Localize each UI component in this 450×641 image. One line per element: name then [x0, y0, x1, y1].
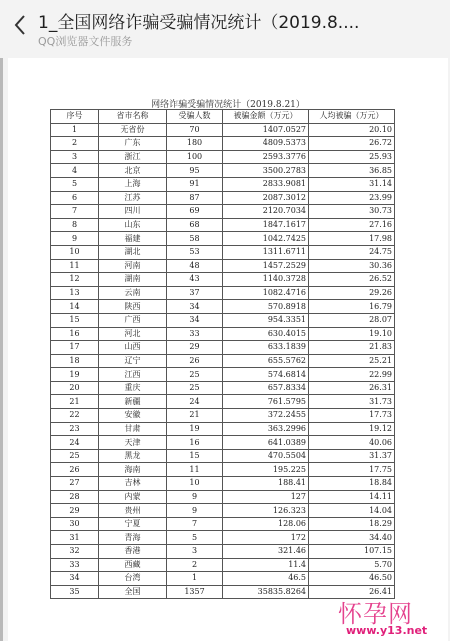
table-row: [51, 572, 395, 586]
table-row: [51, 531, 395, 545]
table-cell: 633.1839: [223, 341, 309, 355]
table-cell: 16: [167, 436, 223, 450]
table-row: [51, 205, 395, 219]
table-cell: 福建: [99, 232, 167, 246]
table-row: [51, 422, 395, 436]
table-row: [51, 137, 395, 151]
table-row: [51, 191, 395, 205]
column-header: 序号: [51, 110, 99, 124]
table-cell: 12: [51, 273, 99, 287]
table-cell: 95: [167, 164, 223, 178]
table-row: [51, 327, 395, 341]
table-cell: 69: [167, 205, 223, 219]
page-subtitle: QQ浏览器文件服务: [38, 35, 133, 48]
table-cell: 26.41: [309, 585, 395, 599]
table-cell: 21.83: [309, 341, 395, 355]
table-cell: 陕西: [99, 300, 167, 314]
table-cell: 22: [51, 409, 99, 423]
table-cell: 27.16: [309, 218, 395, 232]
table-row: [51, 463, 395, 477]
table-row: [51, 409, 395, 423]
table-cell: 7: [167, 517, 223, 531]
table-cell: 372.2455: [223, 409, 309, 423]
table-cell: 3: [51, 150, 99, 164]
table-cell: 570.8918: [223, 300, 309, 314]
table-cell: 2: [51, 137, 99, 151]
table-cell: 321.46: [223, 545, 309, 559]
document-viewer[interactable]: [8, 58, 448, 641]
table-cell: 香港: [99, 545, 167, 559]
table-row: [51, 123, 395, 137]
table-cell: 29: [51, 504, 99, 518]
table-row: [51, 354, 395, 368]
table-cell: 25: [167, 368, 223, 382]
table-cell: 河南: [99, 259, 167, 273]
table-cell: 128.06: [223, 517, 309, 531]
table-cell: 河北: [99, 327, 167, 341]
table-cell: 630.4015: [223, 327, 309, 341]
table-cell: 24.75: [309, 245, 395, 259]
table-cell: 46.5: [223, 572, 309, 586]
table-cell: 9: [51, 232, 99, 246]
table-cell: 58: [167, 232, 223, 246]
table-cell: 1140.3728: [223, 273, 309, 287]
table-cell: 23.99: [309, 191, 395, 205]
table-cell: 24: [167, 395, 223, 409]
table-row: [51, 313, 395, 327]
table-cell: 363.2996: [223, 422, 309, 436]
table-cell: 17.98: [309, 232, 395, 246]
table-cell: 全国: [99, 585, 167, 599]
table-cell: 31: [51, 531, 99, 545]
table-cell: 山西: [99, 341, 167, 355]
table-cell: 16: [51, 327, 99, 341]
table-cell: 1357: [167, 585, 223, 599]
page-title: 1_全国网络诈骗受骗情况统计（2019.8....: [38, 13, 360, 33]
table-cell: 31.37: [309, 449, 395, 463]
watermark-logo: 怀孕网: [338, 600, 413, 628]
table-row: [51, 545, 395, 559]
table-cell: 10: [51, 245, 99, 259]
table-cell: 28.07: [309, 313, 395, 327]
table-cell: 26: [51, 463, 99, 477]
table-cell: 1042.7425: [223, 232, 309, 246]
table-cell: 30.36: [309, 259, 395, 273]
table-cell: 广东: [99, 137, 167, 151]
table-cell: 1457.2529: [223, 259, 309, 273]
table-cell: 25: [51, 449, 99, 463]
table-cell: 761.5795: [223, 395, 309, 409]
column-header: 人均被骗（万元）: [309, 110, 395, 124]
table-cell: 25: [167, 381, 223, 395]
table-cell: 180: [167, 137, 223, 151]
table-cell: 70: [167, 123, 223, 137]
table-cell: 3: [167, 545, 223, 559]
table-cell: 33: [51, 558, 99, 572]
table-cell: 11: [167, 463, 223, 477]
table-cell: 23: [51, 422, 99, 436]
table-cell: 14: [51, 300, 99, 314]
table-cell: 107.15: [309, 545, 395, 559]
table-cell: 3500.2783: [223, 164, 309, 178]
table-cell: 35: [51, 585, 99, 599]
table-cell: 30: [51, 517, 99, 531]
table-row: [51, 504, 395, 518]
table-row: [51, 259, 395, 273]
table-cell: 127: [223, 490, 309, 504]
table-cell: 北京: [99, 164, 167, 178]
table-cell: 20.10: [309, 123, 395, 137]
table-cell: 470.5504: [223, 449, 309, 463]
table-cell: 2833.9081: [223, 177, 309, 191]
table-cell: 91: [167, 177, 223, 191]
table-cell: 台湾: [99, 572, 167, 586]
table-cell: 172: [223, 531, 309, 545]
table-cell: 657.8334: [223, 381, 309, 395]
table-cell: 641.0389: [223, 436, 309, 450]
table-cell: 18.84: [309, 477, 395, 491]
table-cell: 19.12: [309, 422, 395, 436]
table-cell: 574.6814: [223, 368, 309, 382]
table-row: [51, 341, 395, 355]
table-cell: 34: [167, 313, 223, 327]
table-cell: 海南: [99, 463, 167, 477]
table-cell: 浙江: [99, 150, 167, 164]
table-row: [51, 490, 395, 504]
table-cell: 2593.3776: [223, 150, 309, 164]
chevron-left-icon: [14, 14, 26, 36]
table-cell: 22.99: [309, 368, 395, 382]
table-cell: 5.70: [309, 558, 395, 572]
table-cell: 1: [51, 123, 99, 137]
table-cell: 2087.3012: [223, 191, 309, 205]
table-row: [51, 395, 395, 409]
table-cell: 西藏: [99, 558, 167, 572]
table-cell: 19: [167, 422, 223, 436]
table-cell: 43: [167, 273, 223, 287]
table-cell: 34: [51, 572, 99, 586]
table-cell: 17: [51, 341, 99, 355]
table-cell: 1: [167, 572, 223, 586]
table-cell: 100: [167, 150, 223, 164]
table-cell: 安徽: [99, 409, 167, 423]
table-cell: 13: [51, 286, 99, 300]
table-cell: 甘肃: [99, 422, 167, 436]
table-cell: 贵州: [99, 504, 167, 518]
table-cell: 4: [51, 164, 99, 178]
table-cell: 5: [51, 177, 99, 191]
table-cell: 重庆: [99, 381, 167, 395]
table-cell: 27: [51, 477, 99, 491]
column-header: 省市名称: [99, 110, 167, 124]
table-cell: 1407.0527: [223, 123, 309, 137]
table-cell: 2: [167, 558, 223, 572]
table-cell: 广西: [99, 313, 167, 327]
table-cell: 53: [167, 245, 223, 259]
table-cell: 黑龙: [99, 449, 167, 463]
table-cell: 山东: [99, 218, 167, 232]
table-cell: 19.10: [309, 327, 395, 341]
table-cell: 天津: [99, 436, 167, 450]
back-button[interactable]: [10, 13, 30, 37]
table-cell: 87: [167, 191, 223, 205]
table-row: [51, 273, 395, 287]
table-cell: 湖北: [99, 245, 167, 259]
table-cell: 68: [167, 218, 223, 232]
table-cell: 10: [167, 477, 223, 491]
table-cell: 云南: [99, 286, 167, 300]
table-cell: 青海: [99, 531, 167, 545]
table-row: [51, 150, 395, 164]
table-cell: 29.26: [309, 286, 395, 300]
table-cell: 14.11: [309, 490, 395, 504]
table-cell: 18.29: [309, 517, 395, 531]
table-cell: 8: [51, 218, 99, 232]
table-row: [51, 164, 395, 178]
table-cell: 2120.7034: [223, 205, 309, 219]
table-row: [51, 517, 395, 531]
table-cell: 9: [167, 490, 223, 504]
table-cell: 四川: [99, 205, 167, 219]
table-cell: 29: [167, 341, 223, 355]
table-cell: 内蒙: [99, 490, 167, 504]
table-cell: 14.04: [309, 504, 395, 518]
table-row: [51, 449, 395, 463]
table-cell: 188.41: [223, 477, 309, 491]
table-cell: 26: [167, 354, 223, 368]
table-row: [51, 300, 395, 314]
table-cell: 655.5762: [223, 354, 309, 368]
table-cell: 30.73: [309, 205, 395, 219]
table-row: [51, 218, 395, 232]
table-cell: 辽宁: [99, 354, 167, 368]
table-cell: 9: [167, 504, 223, 518]
document-title: 网络诈骗受骗情况统计（2019.8.21）: [151, 100, 305, 110]
table-cell: 26.72: [309, 137, 395, 151]
table-cell: 24: [51, 436, 99, 450]
watermark-url: www.y13.net: [346, 624, 428, 637]
table-cell: 20: [51, 381, 99, 395]
table-cell: 新疆: [99, 395, 167, 409]
table-cell: 31.73: [309, 395, 395, 409]
scroll-edge-indicator: [0, 58, 3, 641]
table-cell: 21: [167, 409, 223, 423]
table-cell: 6: [51, 191, 99, 205]
table-cell: 21: [51, 395, 99, 409]
table-cell: 19: [51, 368, 99, 382]
table-cell: 26.31: [309, 381, 395, 395]
table-cell: 195.225: [223, 463, 309, 477]
table-cell: 湖南: [99, 273, 167, 287]
table-cell: 33: [167, 327, 223, 341]
table-cell: 48: [167, 259, 223, 273]
table-row: [51, 477, 395, 491]
table-cell: 126.323: [223, 504, 309, 518]
table-cell: 江西: [99, 368, 167, 382]
table-cell: 25.21: [309, 354, 395, 368]
table-cell: 无省份: [99, 123, 167, 137]
table-cell: 18: [51, 354, 99, 368]
table-cell: 4809.5373: [223, 137, 309, 151]
table-cell: 吉林: [99, 477, 167, 491]
table-cell: 11: [51, 259, 99, 273]
table-cell: 11.4: [223, 558, 309, 572]
fraud-stats-table: [50, 109, 395, 599]
table-cell: 17.75: [309, 463, 395, 477]
table-cell: 31.14: [309, 177, 395, 191]
table-cell: 37: [167, 286, 223, 300]
table-header-row: [51, 110, 395, 124]
table-row: [51, 558, 395, 572]
table-cell: 江苏: [99, 191, 167, 205]
table-cell: 40.06: [309, 436, 395, 450]
table-cell: 15: [51, 313, 99, 327]
table-row: [51, 245, 395, 259]
table-cell: 宁夏: [99, 517, 167, 531]
table-cell: 15: [167, 449, 223, 463]
app-header: [0, 0, 450, 58]
table-row: [51, 286, 395, 300]
table-cell: 35835.8264: [223, 585, 309, 599]
table-row: [51, 436, 395, 450]
table-cell: 32: [51, 545, 99, 559]
table-row: [51, 381, 395, 395]
column-header: 被骗金额（万元）: [223, 110, 309, 124]
table-row: [51, 232, 395, 246]
table-cell: 954.3351: [223, 313, 309, 327]
table-cell: 25.93: [309, 150, 395, 164]
table-row: [51, 177, 395, 191]
table-cell: 28: [51, 490, 99, 504]
table-cell: 26.52: [309, 273, 395, 287]
table-cell: 16.79: [309, 300, 395, 314]
table-row: [51, 368, 395, 382]
table-cell: 1311.6711: [223, 245, 309, 259]
table-cell: 1847.1617: [223, 218, 309, 232]
table-cell: 17.73: [309, 409, 395, 423]
table-cell: 46.50: [309, 572, 395, 586]
table-cell: 34: [167, 300, 223, 314]
table-cell: 1082.4716: [223, 286, 309, 300]
table-cell: 7: [51, 205, 99, 219]
column-header: 受骗人数: [167, 110, 223, 124]
table-cell: 34.40: [309, 531, 395, 545]
table-cell: 上海: [99, 177, 167, 191]
table-cell: 5: [167, 531, 223, 545]
table-cell: 36.85: [309, 164, 395, 178]
